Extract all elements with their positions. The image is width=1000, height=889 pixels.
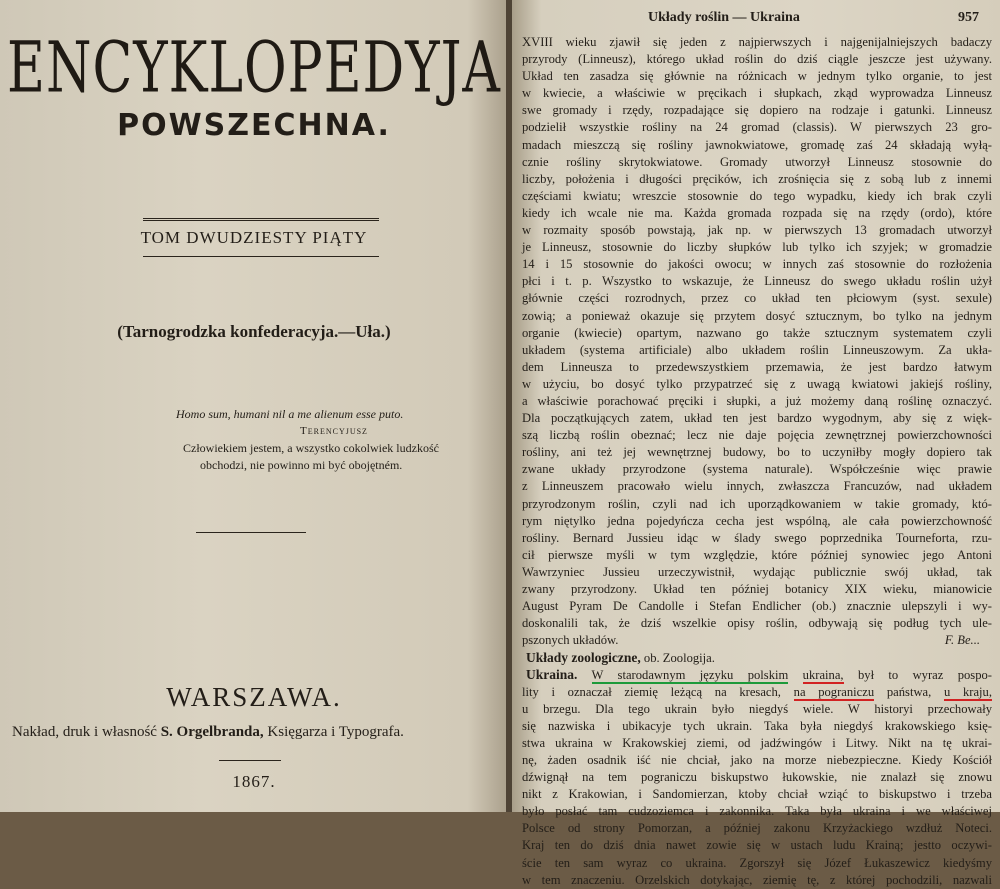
text-line: a właściwie porachować pręciki i słupki, a już możemy daną roślinę oznaczyć. xyxy=(522,393,992,408)
book-subtitle: POWSZECHNA. xyxy=(117,108,391,143)
text-line: doskonalili tak, że dziś wszelkie opisy roślin, odbywają się podług tych ule- xyxy=(522,616,992,631)
publisher-name: S. Orgelbranda, xyxy=(160,724,264,740)
text-line: z Linneuszem pracowało wielu innych, zwłaszcza Francuzów, nad układem xyxy=(522,479,992,494)
text-line: 14 i 15 stosownie do jakości owocu; w innych zaś stosownie do rozłożenia xyxy=(522,257,992,272)
entry-headword: Układy zoologiczne, xyxy=(526,650,641,666)
volume-range: (Tarnogrodzka konfederacyja.—Uła.) xyxy=(117,322,391,341)
ukraina-line-1-rest: był to wyraz pospo- xyxy=(857,668,992,683)
text-line: podzielił wszystkie rośliny na 24 gromad (classis). W pierwszych 23 gro- xyxy=(522,120,992,135)
text-line: ście ten sam wyraz co ukraina. Zgorszył się Józef Łukaszewicz kiedyśmy xyxy=(522,855,992,870)
publication-year: 1867. xyxy=(232,772,276,791)
page-header xyxy=(512,10,1000,30)
motto-polish-line-2: obchodzi, nie powinno mi być obojętném. xyxy=(200,458,403,472)
uklady-roslin-text xyxy=(522,34,992,649)
ukraina-line-2-start: lity i oznaczał ziemię leżącą na kresach, xyxy=(522,684,781,699)
text-line: kiedy ich wcale nie ma. Każda gromada rozpada się na rzędy (ordo), które xyxy=(522,205,992,220)
text-line: dem Linneusza to przedewszystkiem przemawia, że jest bardzo łatwym xyxy=(522,359,992,374)
text-line: płci i t. p. Wszystko to wskazuje, że Linneusz do swego układu roślin użył xyxy=(522,274,992,289)
text-line: nikt z Krakowian, i Sandomierzan, ktoby chciał wziąć to biskupstwo i trzeba xyxy=(522,787,992,802)
green-underlined-phrase: W starodawnym języku polskim xyxy=(591,668,789,683)
motto-polish-line-1: Człowiekiem jestem, a wszystko cokolwiek ludzkość xyxy=(183,441,439,455)
text-line: Dla początkujących zatem, układ ten jest bardzo wygodnym, aby się z więk- xyxy=(522,411,992,426)
text-line: August Pyram De Candolle i Stefan Endlicher (ob.) znacznie ulepszyli i wy- xyxy=(522,599,992,614)
entry-uklady-zoologiczne xyxy=(522,649,992,666)
page-number: 957 xyxy=(958,10,979,25)
text-line: rym niętylko jedna pojedyńcza cecha jest wspólną, ale cała powierzchowność xyxy=(522,513,992,528)
text-line: się nazwiska i ubikacyje tych ukrain. Taka była niegdyś krakowskiego księ- xyxy=(522,718,992,733)
text-line: częściami kwiatu; wreszcie stosownie do tego wypadku, kiedy ich brak czyli xyxy=(522,188,992,203)
text-line: w użyciu, bo dosyć tylko przypatrzeć się z uwagą kwiatowi jakiejś rośliny, xyxy=(522,376,992,391)
entry-ukraina-line-2 xyxy=(522,684,992,701)
text-line: w kwiecie, a właściwie w pręcikach i słupkach, zkąd wyprowadza Linneusz xyxy=(522,86,992,101)
text-line: cznie rośliny skrytokwiatowe. Gromady utworzył Linneusz stosownie do xyxy=(522,154,992,169)
text-line: swe gromady i rzędy, rozpadające się dopiero na rodzaje i gatunki. Linneusz xyxy=(522,103,992,118)
publisher-suffix: Księgarza i Typografa. xyxy=(263,724,404,740)
ukraina-headword: Ukraina. xyxy=(526,667,578,683)
text-line: madach mieszczą się rośliny jawnokwiatowe, gromadę zaś 24 składają wyłą- xyxy=(522,137,992,152)
red-underlined-word-ukraina: ukraina, xyxy=(802,668,844,683)
publication-city: WARSZAWA. xyxy=(166,682,342,712)
publisher-line xyxy=(12,724,508,741)
text-page xyxy=(512,0,1000,887)
author-signature: F. Be... xyxy=(944,633,980,648)
entry-reference: ob. Zoologija. xyxy=(643,651,715,666)
text-line: zwane układy przyrodzone (systema naturale). Współcześnie więc prawie xyxy=(522,462,992,477)
ukraina-text xyxy=(522,701,992,889)
volume-label: TOM DWUDZIESTY PIĄTY xyxy=(140,228,368,247)
red-underlined-na-pograniczu: na pograniczu xyxy=(793,684,875,699)
text-line: zwany przyrodzony. Układ ten później botanicy XIX wieku, mianowicie xyxy=(522,582,992,596)
short-divider xyxy=(196,532,306,533)
text-line: XVIII wieku zjawił się jeden z najpierwszych i najgenijalniejszych badaczy xyxy=(522,35,992,49)
ukraina-line-2-mid: państwa, xyxy=(886,684,932,699)
text-line: przyrodzonym roślin, czyli nad ich uporządkowaniem w takie gromady, któ- xyxy=(522,496,992,511)
text-line: zowią; a ponieważ okazuje się przytem dosyć sztucznym, bo tylko na jednym xyxy=(522,308,992,323)
text-line: je Linneusz, stosownie do liczby słupków lub tylko ich szyjek; w gromadzie xyxy=(522,240,992,255)
text-line: w rozmaity sposób powstają, jak np. w pierwszych 13 gromadach utworzył xyxy=(522,223,992,238)
text-line: głównie części rozrodnych, przez co układ ten płciowym (syst. sexule) xyxy=(522,291,992,306)
red-underlined-u-kraju: u kraju, xyxy=(943,684,992,699)
article-body xyxy=(522,34,992,889)
text-line: przyrody (Linneusz), którego układ roślin do dziś ciągle jeszcze jest używany. xyxy=(522,52,992,67)
publisher-prefix: Nakład, druk i własność xyxy=(12,724,161,740)
entry-ukraina-line-1 xyxy=(522,666,992,683)
text-line: szą liczbą roślin obeznać; lecz nie daje pojęcia zewnętrznej powierzchowności xyxy=(522,428,992,443)
text-line: organie (kwiecie) opartym, nazwano go także sztucznym systematem czyli xyxy=(522,325,992,340)
text-line: dźwignął na tem pograniczu biskupstwo łukowskie, nie znalazł się znowu xyxy=(522,770,992,785)
text-line: rośliny, ani też jej wewnętrznej budowy, bo to uczyniłby mogły dopiero tak xyxy=(522,445,992,460)
divider-rule-bottom xyxy=(143,256,379,257)
text-line: w tem znaczeniu. Orzelskich dotykając, ziemię tę, z której pochodzili, nazwali xyxy=(522,872,992,887)
motto-author: Terencyjusz xyxy=(300,425,368,437)
text-line: Wawrzyniec Jussieu urzeczywistnił, wydając publicznie swój układ, tak xyxy=(522,564,992,579)
text-line: było posłać tam cudzoziemca i zakonnika. Taka była ukraina i we właściwej xyxy=(522,804,992,819)
motto-latin: Homo sum, humani nil a me alienum esse puto. xyxy=(176,407,404,421)
text-line: Kraj ten do dziś dnia nawet zowie się w ustach ludu Krainą; jestto oczywi- xyxy=(522,838,992,853)
text-line: liczby, położenia i długości pręcików, ich zrośnięcia się z sobą lub z innemi xyxy=(522,171,992,186)
text-line: układem (systema artificiale) albo układem roślin Linneuszowym. Za ukła- xyxy=(522,342,992,357)
text-line: stwa ukraina w Krakowskiej ziemi, od jadźwingów i Litwy. Nikt na tę ukrai- xyxy=(522,735,992,750)
running-head: Układy roślin — Ukraina xyxy=(648,10,800,25)
text-line: rośliny. Bernard Jussieu idąc w ślady swego poprzednika Tourneforta, rzu- xyxy=(522,530,992,545)
text-line: Polsce od strony Pomorzan, a później zakonu Krzyżackiego wzdłuż Noteci. xyxy=(522,821,992,836)
text-line: u brzegu. Dla tego ukrain było niegdyś wiele. W historyi przechowały xyxy=(522,701,992,716)
text-line: Układ ten zasadza się głównie na różnicach w jednym tylko organie, to jest xyxy=(522,69,992,84)
divider-rule-top xyxy=(143,218,379,221)
text-line: cił pierwsze myśli w tym względzie, które później synowiec jego Antoni xyxy=(522,547,992,562)
year-rule xyxy=(219,760,281,761)
title-page xyxy=(0,0,508,812)
text-line: nę, żaden osadnik iść nie chciał, jako na morze niebezpieczne. Kiedy Kościół xyxy=(522,752,992,767)
book-title: ENCYKLOPEDYJA xyxy=(7,28,501,109)
text-line: pszonych układów. xyxy=(522,633,619,648)
